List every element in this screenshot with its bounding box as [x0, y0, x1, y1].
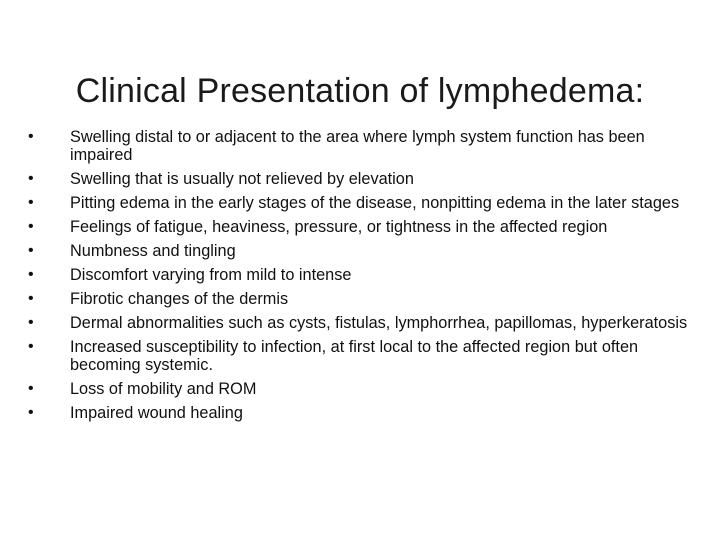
bullet-icon: •: [28, 266, 34, 283]
bullet-text: Impaired wound healing: [70, 404, 243, 422]
bullet-text: Swelling that is usually not relieved by elevation: [70, 170, 414, 188]
bullet-text: Increased susceptibility to infection, at first local to the affected region but often becoming systemic.: [70, 338, 639, 374]
bullet-text: Loss of mobility and ROM: [70, 380, 257, 398]
bullet-text: Dermal abnormalities such as cysts, fistulas, lymphorrhea, papillomas, hyperkeratosis: [70, 314, 688, 332]
slide-title: Clinical Presentation of lymphedema:: [75, 71, 645, 110]
bullet-icon: •: [28, 128, 34, 145]
bullet-item: [28, 314, 688, 332]
bullet-text: Fibrotic changes of the dermis: [70, 290, 289, 308]
bullet-text: Feelings of fatigue, heaviness, pressure, or tightness in the affected region: [70, 218, 608, 236]
bullet-item: [28, 404, 688, 422]
bullet-icon: •: [28, 242, 34, 259]
bullet-text: Pitting edema in the early stages of the disease, nonpitting edema in the later stages: [70, 194, 680, 212]
bullet-item: [28, 338, 688, 374]
bullet-item: [28, 242, 688, 260]
bullet-icon: •: [28, 290, 34, 307]
bullet-item: [28, 266, 688, 284]
bullet-icon: •: [28, 194, 34, 211]
bullet-icon: •: [28, 170, 34, 187]
bullet-item: [28, 380, 688, 398]
bullet-icon: •: [28, 314, 34, 331]
bullet-text: Numbness and tingling: [70, 242, 236, 260]
bullet-item: [28, 194, 688, 212]
bullet-list: [28, 128, 688, 428]
bullet-text: Discomfort varying from mild to intense: [70, 266, 352, 284]
bullet-icon: •: [28, 338, 34, 355]
bullet-icon: •: [28, 218, 34, 235]
bullet-item: [28, 218, 688, 236]
bullet-text: Swelling distal to or adjacent to the area where lymph system function has been impaired: [70, 128, 645, 164]
bullet-item: [28, 290, 688, 308]
bullet-item: [28, 170, 688, 188]
bullet-icon: •: [28, 404, 34, 421]
bullet-item: [28, 128, 688, 164]
bullet-icon: •: [28, 380, 34, 397]
